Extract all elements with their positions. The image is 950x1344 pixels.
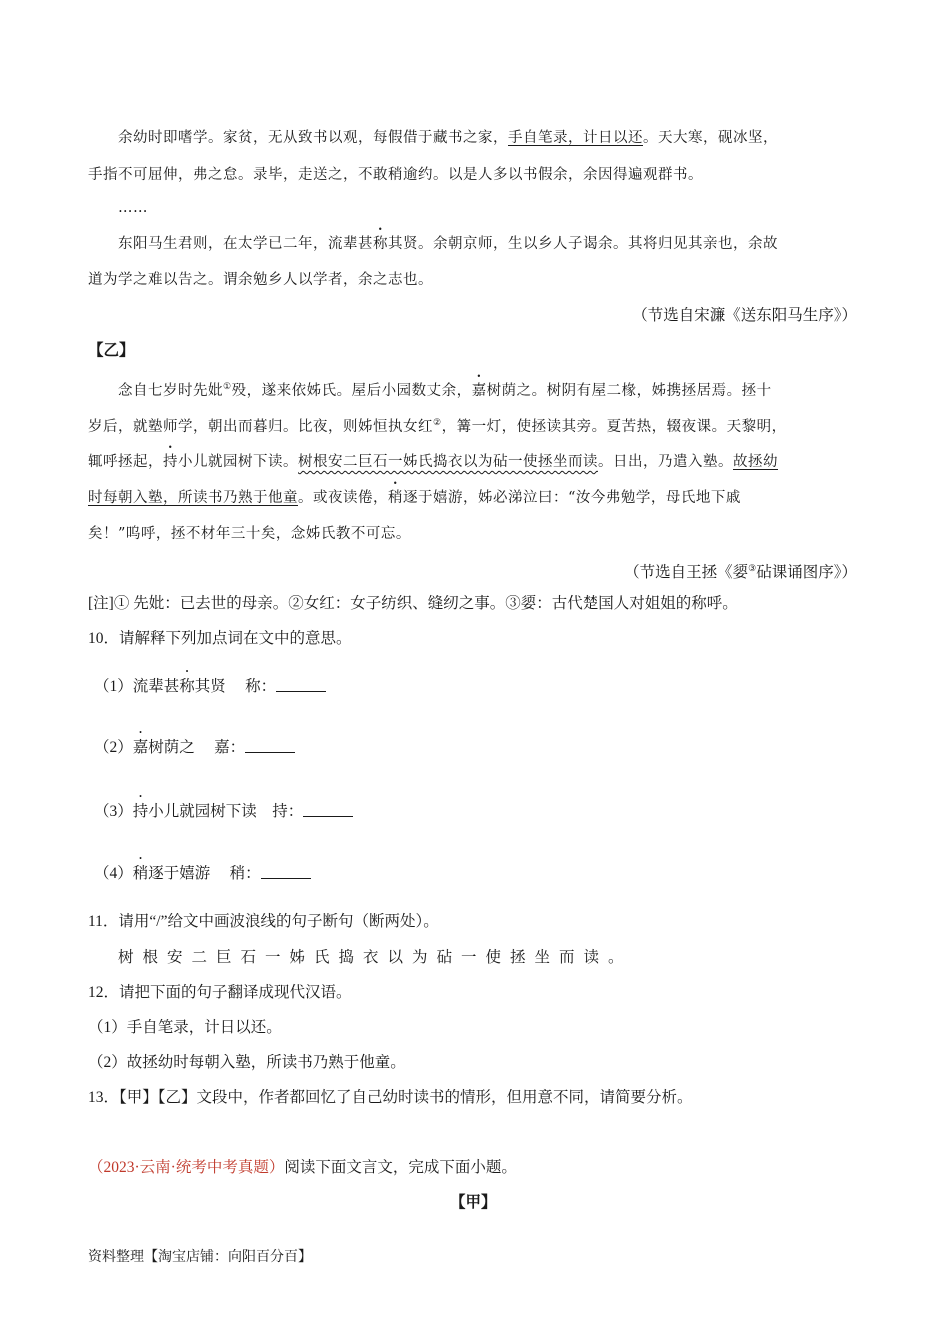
text: 念自七岁时先妣 bbox=[118, 382, 223, 399]
dotted-word: 稍 bbox=[388, 490, 403, 506]
text: 小儿就园树下读 持： bbox=[148, 803, 304, 820]
text: 逐于嬉游，姊必涕泣曰：“汝今弗勉学，母氏地下戚 bbox=[403, 490, 741, 506]
footnote-mark: ③ bbox=[748, 563, 757, 573]
question-11-sentence bbox=[118, 948, 633, 968]
passage-jia-line bbox=[88, 165, 703, 185]
dotted-word: 持 bbox=[132, 803, 149, 820]
text: 东阳马生君则，在太学已二年，流辈甚 bbox=[118, 236, 373, 252]
dotted-word: 稍 bbox=[132, 865, 149, 882]
passage-yi-line bbox=[88, 452, 778, 472]
text: （3） bbox=[94, 803, 133, 820]
wavy-underlined-sentence: 树根安二巨石一姊氏捣衣以为砧一使拯坐而读 bbox=[298, 454, 598, 470]
question-10-item bbox=[94, 738, 295, 758]
question-12-title bbox=[88, 983, 352, 1003]
question-12-item bbox=[88, 1018, 282, 1038]
text: 小儿就园树下读。 bbox=[178, 454, 298, 470]
underlined-sentence: 手自笔录，计日以还 bbox=[508, 130, 643, 146]
passage-yi-line bbox=[118, 377, 772, 401]
text: 树荫之。树阴有屋二椽，姊携拯居焉。拯十 bbox=[486, 382, 772, 399]
text: 13．【甲】【乙】文段中，作者都回忆了自己幼时读书的情形，但用意不同，请简要分析。 bbox=[88, 1089, 693, 1106]
text: 道为学之难以告之。谓余勉乡人以学者，余之志也。 bbox=[88, 272, 433, 288]
dotted-word: 称 bbox=[373, 236, 388, 252]
text: （2） bbox=[94, 739, 133, 756]
text: 。天大寒，砚冰坚， bbox=[643, 130, 778, 146]
text: 砧课诵图序》） bbox=[756, 564, 857, 582]
text: （1）流辈甚 bbox=[94, 678, 180, 695]
text: （1）手自笔录，计日以还。 bbox=[88, 1019, 282, 1036]
passage-jia-line bbox=[118, 234, 778, 254]
underlined-sentence: 故拯幼 bbox=[733, 454, 778, 470]
dotted-word: 称 bbox=[179, 678, 195, 695]
text: 11．请用“/”给文中画波浪线的句子断句（断两处）。 bbox=[88, 913, 439, 930]
answer-blank[interactable] bbox=[245, 738, 295, 753]
footnote-mark: ② bbox=[433, 418, 442, 428]
passage-yi-line bbox=[88, 413, 787, 437]
text: 余幼时即嗜学。家贫，无从致书以观，每假借于藏书之家， bbox=[118, 130, 508, 146]
text: 逐于嬉游 稍： bbox=[148, 865, 261, 882]
section-heading-jia bbox=[450, 1193, 497, 1213]
next-section-intro bbox=[88, 1158, 517, 1178]
text: 【甲】 bbox=[450, 1194, 497, 1211]
text: 10．请解释下列加点词在文中的意思。 bbox=[88, 630, 352, 647]
text: 辄呼拯起， bbox=[88, 454, 163, 470]
passage-yi-line bbox=[88, 488, 741, 508]
exam-source: （2023·云南·统考中考真题） bbox=[88, 1159, 285, 1176]
text: 12．请把下面的句子翻译成现代汉语。 bbox=[88, 984, 352, 1001]
text: 。或夜读倦， bbox=[298, 490, 388, 506]
text: 资料整理【淘宝店铺：向阳百分百】 bbox=[88, 1250, 312, 1265]
page-footer bbox=[88, 1248, 312, 1268]
text: （节选自王拯《媭 bbox=[624, 564, 749, 582]
question-13-title bbox=[88, 1088, 693, 1108]
text: ，篝一灯，使拯读其旁。夏苦热，辍夜课。天黎明， bbox=[441, 418, 787, 435]
section-heading-yi bbox=[88, 341, 135, 361]
text: （2）故拯幼时每朝入塾，所读书乃熟于他童。 bbox=[88, 1054, 406, 1071]
text: [注]① 先妣：已去世的母亲。②女红：女子纺织、缝纫之事。③媭：古代楚国人对姐姐的称呼。 bbox=[88, 595, 738, 612]
question-11-title bbox=[88, 912, 439, 932]
text: …… bbox=[118, 200, 148, 216]
text: 殁，遂来依姊氏。屋后小园数丈余， bbox=[231, 382, 472, 399]
question-10-item bbox=[94, 802, 353, 822]
question-12-item bbox=[88, 1053, 406, 1073]
footnote-mark: ① bbox=[223, 382, 232, 392]
text: （节选自宋濂《送东阳马生序》） bbox=[632, 307, 857, 324]
answer-blank[interactable] bbox=[303, 802, 353, 817]
answer-blank[interactable] bbox=[261, 864, 311, 879]
source-citation bbox=[632, 306, 857, 326]
text: 矣！”呜呼，拯不材年三十矣，念姊氏教不可忘。 bbox=[88, 526, 411, 542]
text: 其贤。余朝京师，生以乡人子谒余。其将归见其亲也，余故 bbox=[388, 236, 778, 252]
text: 树荫之 嘉： bbox=[148, 739, 246, 756]
question-10-item bbox=[94, 677, 326, 697]
annotation-note bbox=[88, 594, 738, 614]
passage-jia-line bbox=[118, 128, 778, 148]
question-10-item bbox=[94, 864, 311, 884]
dotted-word: 嘉 bbox=[132, 739, 149, 756]
text: 树根安二巨石一姊氏捣衣以为砧一使拯坐而读。 bbox=[118, 949, 633, 966]
dotted-word: 持 bbox=[163, 454, 178, 470]
text: 其贤 称： bbox=[194, 678, 277, 695]
text: 。日出，乃遣入塾。 bbox=[598, 454, 733, 470]
question-10-title bbox=[88, 629, 352, 649]
text: 阅读下面文言文，完成下面小题。 bbox=[284, 1159, 517, 1176]
dotted-word: 嘉 bbox=[471, 382, 487, 399]
text: （4） bbox=[94, 865, 133, 882]
text: 【乙】 bbox=[88, 342, 135, 359]
underlined-sentence: 时每朝入塾，所读书乃熟于他童 bbox=[88, 490, 298, 506]
answer-blank[interactable] bbox=[276, 677, 326, 692]
source-citation bbox=[624, 558, 857, 583]
passage-yi-line bbox=[88, 524, 411, 544]
text: 岁后，就塾师学，朝出而暮归。比夜，则姊恒执女红 bbox=[88, 418, 433, 435]
ellipsis bbox=[118, 198, 148, 218]
text: 手指不可屈伸，弗之怠。录毕，走送之，不敢稍逾约。以是人多以书假余，余因得遍观群书。 bbox=[88, 167, 703, 183]
passage-jia-line bbox=[88, 270, 433, 290]
